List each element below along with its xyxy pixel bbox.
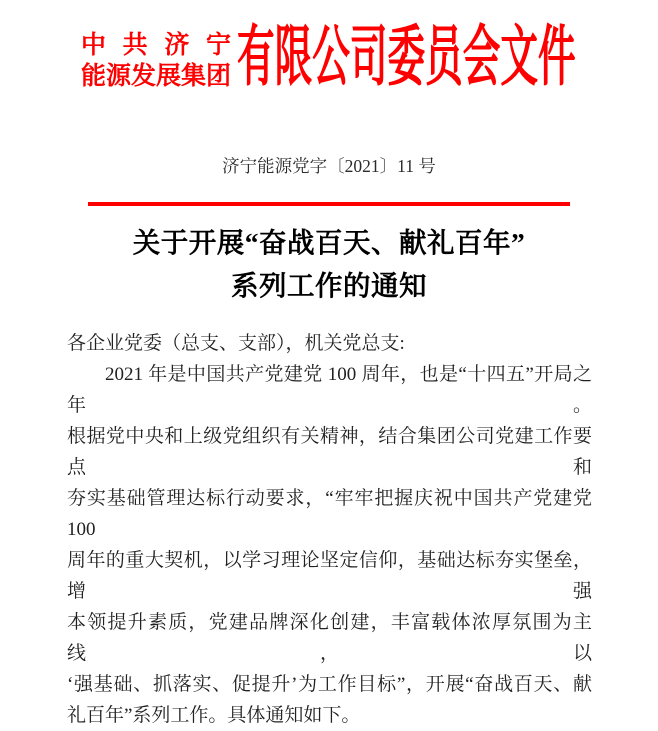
letterhead-org-line1: 中 共 济 宁 <box>81 32 231 59</box>
letterhead-org-name <box>81 30 231 92</box>
document-title <box>0 221 658 307</box>
letterhead-banner: 有限公司委员会文件 <box>237 21 576 94</box>
body-text-line: 礼百年”系列工作。具体通知如下。 <box>67 705 361 726</box>
body-text-line: 根据党中央和上级党组织有关精神，结合集团公司党建工作要点和 <box>67 426 592 478</box>
body-text-line: 本领提升素质，党建品牌深化创建，丰富载体浓厚氛围为主线，以 <box>67 612 592 664</box>
document-number: 济宁能源党字〔2021〕11 号 <box>222 156 436 176</box>
body-text-line: 夯实基础管理达标行动要求，“牢牢把握庆祝中国共产党建党 100 <box>67 488 592 540</box>
letterhead-banner-wrap <box>237 13 577 103</box>
body-text-line: 周年的重大契机，以学习理论坚定信仰，基础达标夯实堡垒，增强 <box>67 550 592 602</box>
letterhead-org-line2: 能源发展集团 <box>81 63 232 90</box>
letterhead <box>0 0 658 105</box>
document-title-line1: 关于开展“奋战百天、献礼百年” <box>132 227 526 258</box>
body-text-line: 2021 年是中国共产党建党 100 周年，也是“十四五”开局之年。 <box>67 364 592 416</box>
document-body <box>67 328 592 731</box>
body-text-line: 各企业党委（总支、支部），机关党总支: <box>67 333 405 354</box>
body-text-line: ‘强基础、抓落实、促提升’为工作目标”，开展“奋战百天、献 <box>67 674 592 695</box>
document-title-line2: 系列工作的通知 <box>231 270 427 301</box>
red-divider-line <box>88 202 570 206</box>
